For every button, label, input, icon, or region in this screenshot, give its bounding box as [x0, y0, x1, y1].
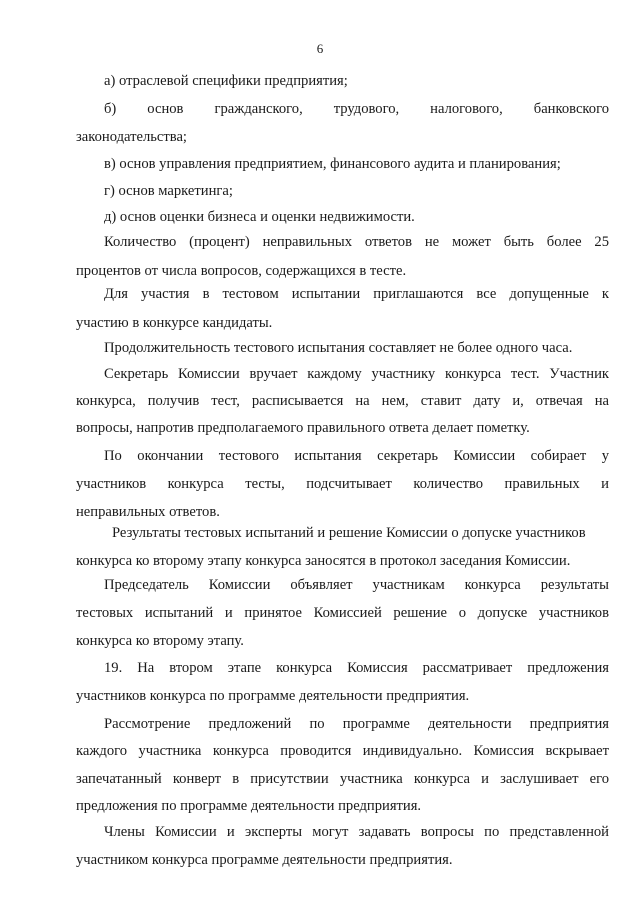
text-line: законодательства;	[76, 129, 187, 145]
text-line: По окончании тестового испытания секретарь Комиссии собирает у	[104, 448, 609, 464]
text-line: Рассмотрение предложений по программе деятельности предприятия	[104, 716, 609, 732]
text-line: б) основ гражданского, трудового, налогового, банковского	[104, 101, 609, 117]
text-line: участником конкурса программе деятельности предприятия.	[76, 852, 453, 868]
text-line: участников конкурса по программе деятельности предприятия.	[76, 688, 470, 704]
text-line: Результаты тестовых испытаний и решение Комиссии о допуске участников	[112, 525, 586, 541]
text-line: запечатанный конверт в присутствии участника конкурса и заслушивает его	[76, 771, 609, 787]
text-line: Количество (процент) неправильных ответов не может быть более 25	[104, 234, 609, 250]
text-line: конкурса ко второму этапу.	[76, 633, 244, 649]
text-line: вопросы, напротив предполагаемого правильного ответа делает пометку.	[76, 420, 530, 436]
text-line: г) основ маркетинга;	[104, 183, 233, 199]
text-line: д) основ оценки бизнеса и оценки недвижимости.	[104, 209, 415, 225]
text-line: каждого участника конкурса проводится индивидуально. Комиссия вскрывает	[76, 743, 609, 759]
text-line: участию в конкурсе кандидаты.	[76, 315, 273, 331]
text-line: конкурса, получив тест, расписывается на нем, ставит дату и, отвечая на	[76, 393, 609, 409]
text-line: предложения по программе деятельности предприятия.	[76, 798, 422, 814]
text-line: Продолжительность тестового испытания составляет не более одного часа.	[104, 340, 573, 356]
text-line: процентов от числа вопросов, содержащихся в тесте.	[76, 263, 407, 279]
page-number: 6	[316, 41, 324, 56]
text-line: 19. На втором этапе конкурса Комиссия рассматривает предложения	[104, 660, 609, 676]
text-line: а) отраслевой специфики предприятия;	[104, 73, 348, 89]
text-line: в) основ управления предприятием, финансового аудита и планирования;	[104, 156, 561, 172]
text-line: Для участия в тестовом испытании приглашаются все допущенные к	[104, 286, 609, 302]
text-line: Председатель Комиссии объявляет участникам конкурса результаты	[104, 577, 609, 593]
text-line: конкурса ко второму этапу конкурса заносятся в протокол заседания Комиссии.	[76, 553, 571, 569]
text-line: Секретарь Комиссии вручает каждому участнику конкурса тест. Участник	[104, 366, 609, 382]
text-line: Члены Комиссии и эксперты могут задавать вопросы по представленной	[104, 824, 609, 840]
text-line: участников конкурса тесты, подсчитывает количество правильных и	[76, 476, 609, 492]
text-line: неправильных ответов.	[76, 504, 220, 520]
text-line: тестовых испытаний и принятое Комиссией решение о допуске участников	[76, 605, 609, 621]
